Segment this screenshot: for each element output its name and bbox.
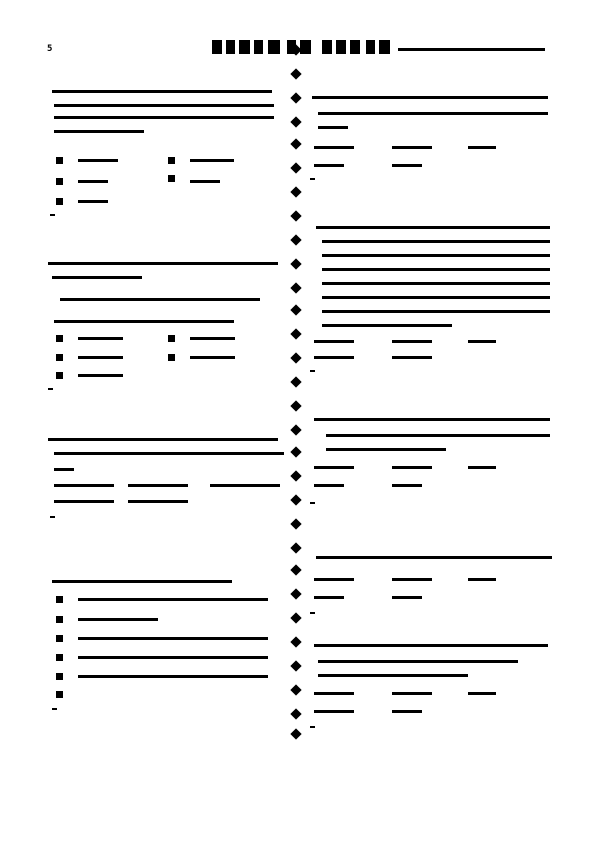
page-number: 5 (47, 44, 53, 54)
